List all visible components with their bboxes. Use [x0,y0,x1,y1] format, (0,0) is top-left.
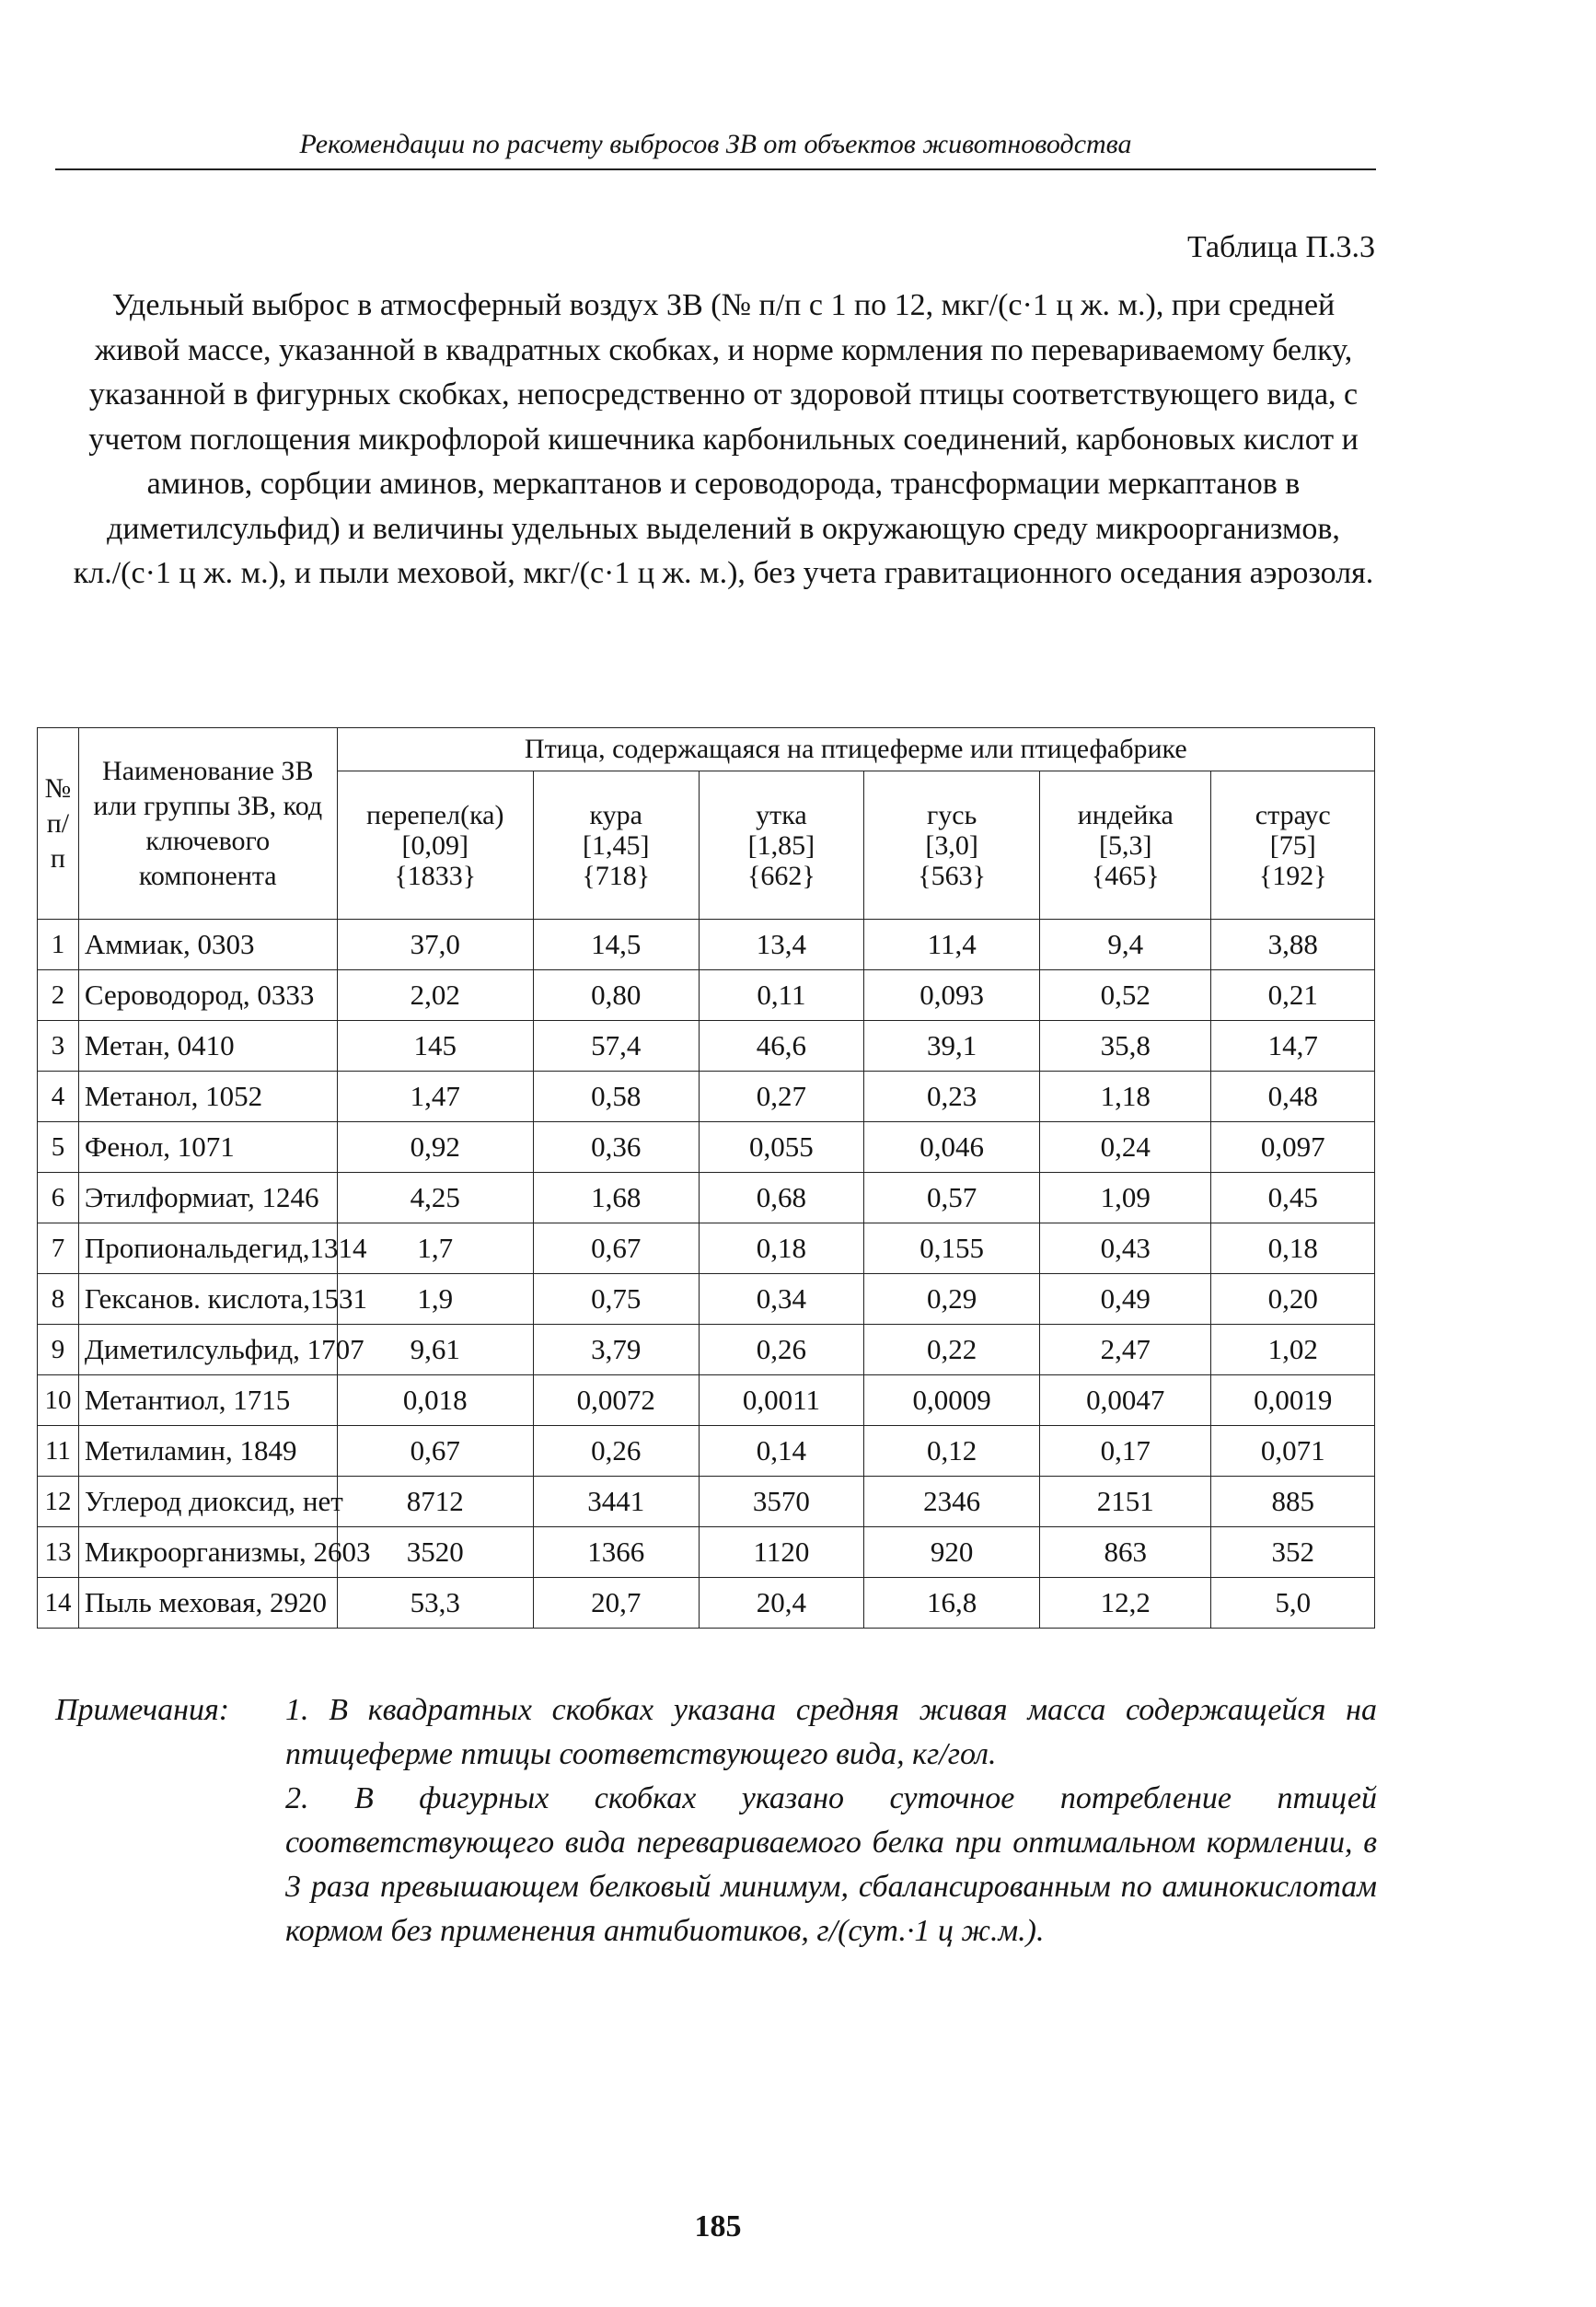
substance-name: Аммиак, 0303 [78,920,337,970]
column-header-bird [1211,771,1375,920]
emission-value: 0,0019 [1211,1375,1375,1426]
emission-value: 57,4 [533,1021,699,1072]
emission-value: 0,27 [699,1072,864,1122]
header-rule [55,168,1376,170]
row-number: 3 [38,1021,79,1072]
row-number: 1 [38,920,79,970]
row-number: 12 [38,1477,79,1527]
column-header-bird [864,771,1040,920]
bird-protein: {465} [1091,860,1160,891]
table-title-paragraph: Удельный выброс в атмосферный воздух ЗВ (№ п/п с 1 по 12, мкг/(с·1 ц ж. м.), при средней живой массе, указанной в квадратных скобках, и норме кормления по перевариваемому белку, указанной в фигурных скобках, непосредственно от здоровой птицы соответствующего вида, с учетом поглощения микрофлорой кишечника карбонильных соединений, карбоновых кислот и аминов, сорбции аминов, меркаптанов и сероводорода, трансформации меркаптанов в диметилсульфид) и величины удельных выделений в окружающую среду микроорганизмов, кл./(с·1 ц ж. м.), и пыли меховой, мкг/(с·1 ц ж. м.), без учета гравитационного оседания аэрозоля. [73,288,1374,590]
emission-value: 0,018 [337,1375,533,1426]
emission-value: 0,18 [1211,1223,1375,1274]
note-item-2: 2. В фигурных скобках указано суточное потребление птицей соответствующего вида перевариваемого белка при оптимальном кормлении, в 3 раза превышающем белковый минимум, сбалансированным по аминокислотам кормом без применения антибиотиков, г/(сут.·1 ц ж.м.). [285,1781,1377,1948]
emission-value: 0,48 [1211,1072,1375,1122]
emission-value: 2151 [1040,1477,1211,1527]
emission-value: 20,7 [533,1578,699,1629]
emission-value: 2346 [864,1477,1040,1527]
emission-value: 0,046 [864,1122,1040,1173]
emission-value: 0,43 [1040,1223,1211,1274]
row-number: 7 [38,1223,79,1274]
substance-name: Метанол, 1052 [78,1072,337,1122]
emission-value: 0,36 [533,1122,699,1173]
substance-name: Диметилсульфид, 1707 [78,1325,337,1375]
column-header-bird [699,771,864,920]
table-caption: Таблица П.3.3 [1187,230,1375,264]
emission-value: 0,75 [533,1274,699,1325]
emission-value: 14,7 [1211,1021,1375,1072]
bird-protein: {563} [918,860,987,891]
bird-name: кура [589,799,642,830]
substance-name: Пропиональдегид,1314 [78,1223,337,1274]
emission-value: 0,097 [1211,1122,1375,1173]
bird-protein: {1833} [394,860,477,891]
table-row [38,1325,1375,1375]
emission-value: 0,34 [699,1274,864,1325]
bird-protein: {718} [582,860,651,891]
bird-protein: {192} [1258,860,1327,891]
column-header-substance: Наименование ЗВ или группы ЗВ, код ключевого компонента [78,728,337,920]
bird-mass: [5,3] [1099,829,1152,861]
bird-mass: [75] [1269,829,1316,861]
emission-value: 0,58 [533,1072,699,1122]
row-number: 2 [38,970,79,1021]
emission-value: 0,92 [337,1122,533,1173]
emission-value: 53,3 [337,1578,533,1629]
emission-value: 1120 [699,1527,864,1578]
emission-value: 0,11 [699,970,864,1021]
substance-name: Метиламин, 1849 [78,1426,337,1477]
emission-value: 0,57 [864,1173,1040,1223]
emission-value: 14,5 [533,920,699,970]
table-row [38,1072,1375,1122]
table-row [38,1274,1375,1325]
substance-name: Метан, 0410 [78,1021,337,1072]
page-number: 185 [694,2209,742,2243]
emission-value: 9,4 [1040,920,1211,970]
bird-name: утка [756,799,807,830]
row-number: 13 [38,1527,79,1578]
emission-value: 0,14 [699,1426,864,1477]
emission-value: 0,29 [864,1274,1040,1325]
column-group-header-birds: Птица, содержащаяся на птицеферме или птицефабрике [337,728,1374,771]
bird-name: страус [1255,799,1331,830]
emission-value: 3,79 [533,1325,699,1375]
emissions-table [37,727,1375,1629]
emission-value: 0,22 [864,1325,1040,1375]
emission-value: 0,26 [533,1426,699,1477]
column-header-bird [337,771,533,920]
emission-value: 8712 [337,1477,533,1527]
table-row [38,1223,1375,1274]
table-row [38,920,1375,970]
emission-value: 3,88 [1211,920,1375,970]
substance-name: Сероводород, 0333 [78,970,337,1021]
emission-value: 0,45 [1211,1173,1375,1223]
emission-value: 5,0 [1211,1578,1375,1629]
emission-value: 16,8 [864,1578,1040,1629]
emission-value: 0,67 [337,1426,533,1477]
bird-protein: {662} [746,860,815,891]
emission-value: 1,09 [1040,1173,1211,1223]
row-number: 8 [38,1274,79,1325]
table-row [38,970,1375,1021]
emission-value: 0,093 [864,970,1040,1021]
emission-value: 0,0047 [1040,1375,1211,1426]
row-number: 9 [38,1325,79,1375]
bird-mass: [0,09] [401,829,469,861]
table-row [38,1477,1375,1527]
bird-mass: [1,85] [747,829,815,861]
table-row [38,1375,1375,1426]
emission-value: 0,26 [699,1325,864,1375]
emission-value: 1,9 [337,1274,533,1325]
emission-value: 863 [1040,1527,1211,1578]
column-header-bird [533,771,699,920]
column-header-number: № п/п [38,728,79,920]
table-row [38,1578,1375,1629]
emission-value: 1,47 [337,1072,533,1122]
emission-value: 885 [1211,1477,1375,1527]
row-number: 10 [38,1375,79,1426]
emission-value: 12,2 [1040,1578,1211,1629]
emission-value: 3441 [533,1477,699,1527]
emission-value: 0,0072 [533,1375,699,1426]
table-row [38,1527,1375,1578]
emission-value: 4,25 [337,1173,533,1223]
emission-value: 0,52 [1040,970,1211,1021]
emission-value: 145 [337,1021,533,1072]
bird-name: индейка [1077,799,1174,830]
bird-mass: [3,0] [925,829,978,861]
emission-value: 1,7 [337,1223,533,1274]
row-number: 4 [38,1072,79,1122]
emission-value: 20,4 [699,1578,864,1629]
substance-name: Пыль меховая, 2920 [78,1578,337,1629]
emission-value: 0,49 [1040,1274,1211,1325]
table-row [38,1173,1375,1223]
running-header: Рекомендации по расчету выбросов ЗВ от объектов животноводства [299,129,1132,159]
table-row [38,1021,1375,1072]
row-number: 11 [38,1426,79,1477]
emission-value: 13,4 [699,920,864,970]
emission-value: 46,6 [699,1021,864,1072]
emission-value: 0,21 [1211,970,1375,1021]
notes [55,1688,1377,1953]
emission-value: 2,02 [337,970,533,1021]
emission-value: 1,18 [1040,1072,1211,1122]
emission-value: 0,67 [533,1223,699,1274]
emission-value: 3570 [699,1477,864,1527]
substance-name: Этилформиат, 1246 [78,1173,337,1223]
emission-value: 0,155 [864,1223,1040,1274]
row-number: 5 [38,1122,79,1173]
emission-value: 1,02 [1211,1325,1375,1375]
table-row [38,1426,1375,1477]
emission-value: 37,0 [337,920,533,970]
emission-value: 9,61 [337,1325,533,1375]
row-number: 6 [38,1173,79,1223]
substance-name: Углерод диоксид, нет [78,1477,337,1527]
emission-value: 0,80 [533,970,699,1021]
emission-value: 0,68 [699,1173,864,1223]
emission-value: 39,1 [864,1021,1040,1072]
bird-mass: [1,45] [583,829,650,861]
emission-value: 0,055 [699,1122,864,1173]
emission-value: 0,20 [1211,1274,1375,1325]
emission-value: 0,0009 [864,1375,1040,1426]
substance-name: Фенол, 1071 [78,1122,337,1173]
table-row [38,1122,1375,1173]
emission-value: 35,8 [1040,1021,1211,1072]
substance-name: Микроорганизмы, 2603 [78,1527,337,1578]
emission-value: 1366 [533,1527,699,1578]
emission-value: 0,23 [864,1072,1040,1122]
emission-value: 3520 [337,1527,533,1578]
bird-name: гусь [927,799,977,830]
table-body [38,920,1375,1629]
emission-value: 0,0011 [699,1375,864,1426]
emission-value: 11,4 [864,920,1040,970]
emission-value: 352 [1211,1527,1375,1578]
substance-name: Метантиол, 1715 [78,1375,337,1426]
bird-name: перепел(ка) [366,799,504,830]
row-number: 14 [38,1578,79,1629]
emission-value: 0,17 [1040,1426,1211,1477]
emission-value: 0,18 [699,1223,864,1274]
emission-value: 1,68 [533,1173,699,1223]
substance-name: Гексанов. кислота,1531 [78,1274,337,1325]
column-header-bird [1040,771,1211,920]
emission-value: 920 [864,1527,1040,1578]
emission-value: 0,12 [864,1426,1040,1477]
notes-label: Примечания: [55,1693,230,1727]
emission-value: 0,24 [1040,1122,1211,1173]
note-item-1: 1. В квадратных скобках указана средняя живая масса содержащейся на птицеферме птицы соответствующего вида, кг/гол. [285,1693,1377,1771]
emission-value: 0,071 [1211,1426,1375,1477]
emission-value: 2,47 [1040,1325,1211,1375]
